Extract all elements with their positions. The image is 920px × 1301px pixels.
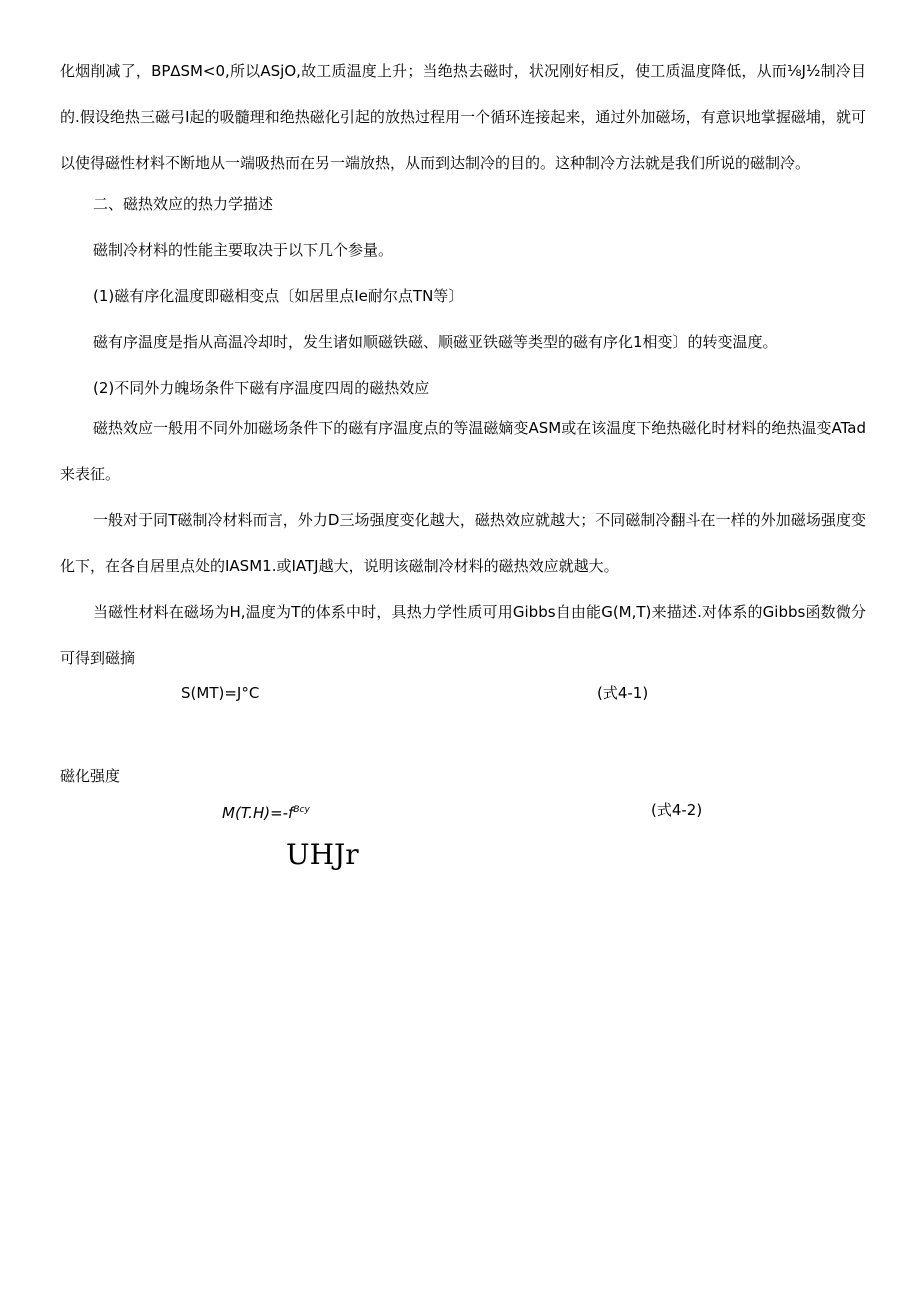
paragraph-magnetization-process: 化烟削减了，BP∆SM<0,所以ASjO,故工质温度上升；当绝热去磁时，状况刚好相反，使工质温度降低，从而⅛J½制冷目的.假设绝热三磁弓I起的吸髓理和绝热磁化引起的放热过程用一个循环连接起来，通过外加磁场，有意识地掌握磁埔，就可以使得磁性材料不断地从一端吸热而在另一端放热，从而到达制冷的目的。这种制冷方法就是我们所说的磁制冷。 [60, 62, 866, 172]
equation-4-2-superscript: Bcy [293, 805, 310, 815]
equation-4-2-main: M(T.H)=-f [222, 804, 294, 822]
equation-4-1: S(MT)=J°C [181, 684, 260, 702]
paragraph-magnetocaloric-effect: 磁热效应一般用不同外加磁场条件下的磁有序温度点的等温磁嫡变ASM或在该温度下绝热磁化时材料的绝热温变ATad来表征。 [60, 419, 866, 483]
paragraph-field-strength: 一般对于同T磁制冷材料而言，外力D三场强度变化越大，磁热效应就越大；不同磁制冷翻斗在一样的外加磁场强度变化下，在各自居里点处的IASM1.或IATJ越大，说明该磁制冷材料的磁热效应就越大。 [60, 511, 866, 575]
equation-4-2 [222, 800, 310, 823]
equation-4-1-label: (式4-1) [597, 684, 649, 702]
list-item-1: (1)磁有序化温度即磁相变点〔如居里点Ie耐尔点TN等〕 [93, 287, 464, 305]
list-item-2: (2)不同外力魄场条件下磁有序温度四周的磁热效应 [93, 379, 430, 397]
paragraph-parameters-intro: 磁制冷材料的性能主要取决于以下几个参量。 [93, 241, 394, 259]
section-heading: 二、磁热效应的热力学描述 [93, 195, 274, 213]
paragraph-ordering-temperature: 磁有序温度是指从高温冷却时，发生诸如顺磁铁磁、顺磁亚铁磁等类型的磁有序化1相变〕的转变温度。 [93, 333, 778, 351]
equation-4-2-label: (式4-2) [651, 801, 703, 819]
equation-4-2-fragment: UHJr [286, 838, 359, 871]
paragraph-gibbs-energy: 当磁性材料在磁场为H,温度为T的体系中时，具热力学性质可用Gibbs自由能G(M,T)来描述.对体系的Gibbs函数微分可得到磁摘 [60, 603, 866, 667]
paragraph-magnetization: 磁化强度 [60, 767, 121, 785]
